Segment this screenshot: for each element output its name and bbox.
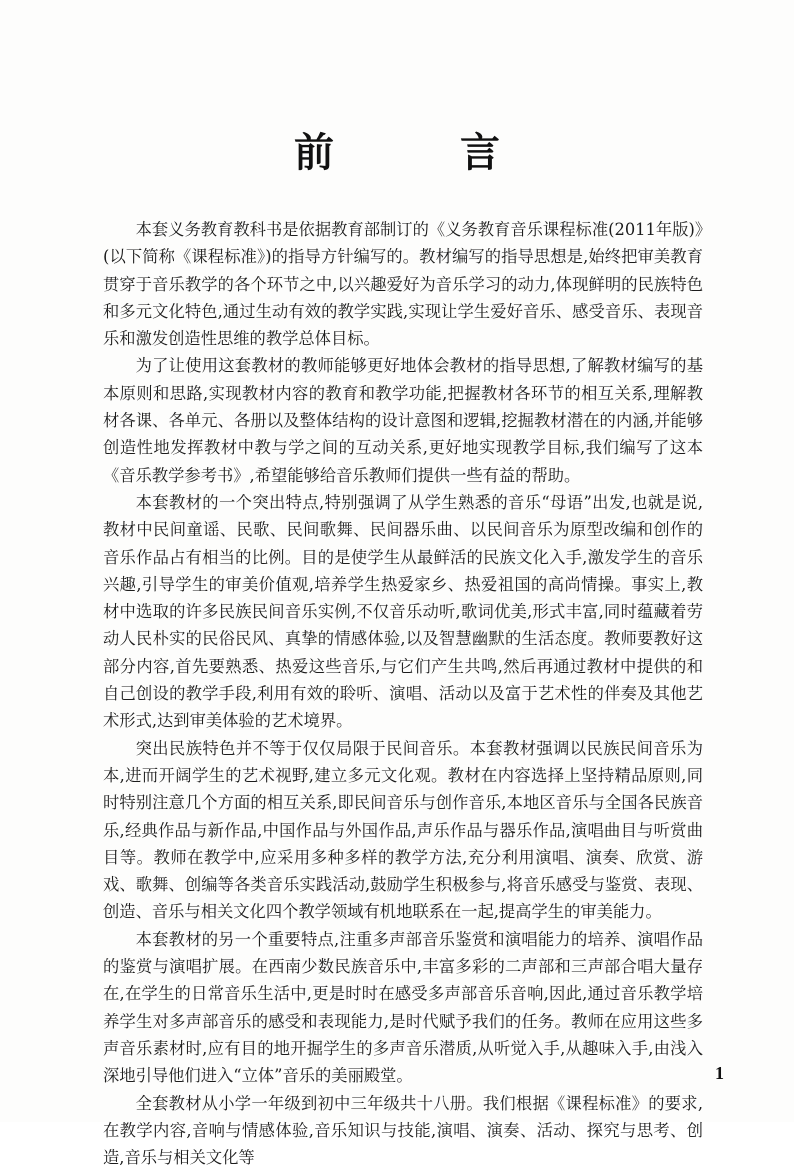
paragraph: 本套教材的另一个重要特点,注重多声部音乐鉴赏和演唱能力的培养、演唱作品的鉴赏与演唱扩展。在西南少数民族音乐中,丰富多彩的二声部和三声部合唱大量存在,在学生的日常音乐生活中,更是时时在感受多声部音乐音响,因此,通过音乐教学培养学生对多声部音乐的感受和表现能力,是时代赋予我们的任务。教师在应用这些多声音乐素材时,应有目的地开掘学生的多声音乐潜质,从听觉入手,从趣味入手,由浅入深地引导他们进入“立体”音乐的美丽殿堂。 bbox=[103, 926, 703, 1090]
body-text bbox=[103, 216, 703, 1171]
page-number: 1 bbox=[700, 1062, 724, 1084]
paragraph: 突出民族特色并不等于仅仅局限于民间音乐。本套教材强调以民族民间音乐为本,进而开阔学生的艺术视野,建立多元文化观。教材在内容选择上坚持精品原则,同时特别注意几个方面的相互关系,即民间音乐与创作音乐,本地区音乐与全国各民族音乐,经典作品与新作品,中国作品与外国作品,声乐作品与器乐作品,演唱曲目与听赏曲目等。教师在教学中,应采用多种多样的教学方法,充分利用演唱、演奏、欣赏、游戏、歌舞、创编等各类音乐实践活动,鼓励学生积极参与,将音乐感受与鉴赏、表现、创造、音乐与相关文化四个教学领域有机地联系在一起,提高学生的审美能力。 bbox=[103, 735, 703, 926]
paragraph: 全套教材从小学一年级到初中三年级共十八册。我们根据《课程标准》的要求,在教学内容,音响与情感体验,音乐知识与技能,演唱、演奏、活动、探究与思考、创造,音乐与相关文化等 bbox=[103, 1090, 703, 1171]
paragraph: 本套教材的一个突出特点,特别强调了从学生熟悉的音乐“母语”出发,也就是说,教材中民间童谣、民歌、民间歌舞、民间器乐曲、以民间音乐为原型改编和创作的音乐作品占有相当的比例。目的是使学生从最鲜活的民族文化入手,激发学生的音乐兴趣,引导学生的审美价值观,培养学生热爱家乡、热爱祖国的高尚情操。事实上,教材中选取的许多民族民间音乐实例,不仅音乐动听,歌词优美,形式丰富,同时蕴藏着劳动人民朴实的民俗民风、真挚的情感体验,以及智慧幽默的生活态度。教师要教好这部分内容,首先要熟悉、热爱这些音乐,与它们产生共鸣,然后再通过教材中提供的和自己创设的教学手段,利用有效的聆听、演唱、活动以及富于艺术性的伴奏及其他艺术形式,达到审美体验的艺术境界。 bbox=[103, 489, 703, 735]
paragraph: 为了让使用这套教材的教师能够更好地体会教材的指导思想,了解教材编写的基本原则和思路,实现教材内容的教育和教学功能,把握教材各环节的相互关系,理解教材各课、各单元、各册以及整体结构的设计意图和逻辑,挖掘教材潜在的内涵,并能够创造性地发挥教材中教与学之间的互动关系,更好地实现教学目标,我们编写了这本《音乐教学参考书》,希望能够给音乐教师们提供一些有益的帮助。 bbox=[103, 352, 703, 488]
paragraph: 本套义务教育教科书是依据教育部制订的《义务教育音乐课程标准(2011年版)》(以下简称《课程标准》)的指导方针编写的。教材编写的指导思想是,始终把审美教育贯穿于音乐教学的各个环节之中,以兴趣爱好为音乐学习的动力,体现鲜明的民族特色和多元文化特色,通过生动有效的教学实践,实现让学生爱好音乐、感受音乐、表现音乐和激发创造性思维的教学总体目标。 bbox=[103, 216, 703, 352]
page-title: 前 言 bbox=[0, 128, 794, 178]
